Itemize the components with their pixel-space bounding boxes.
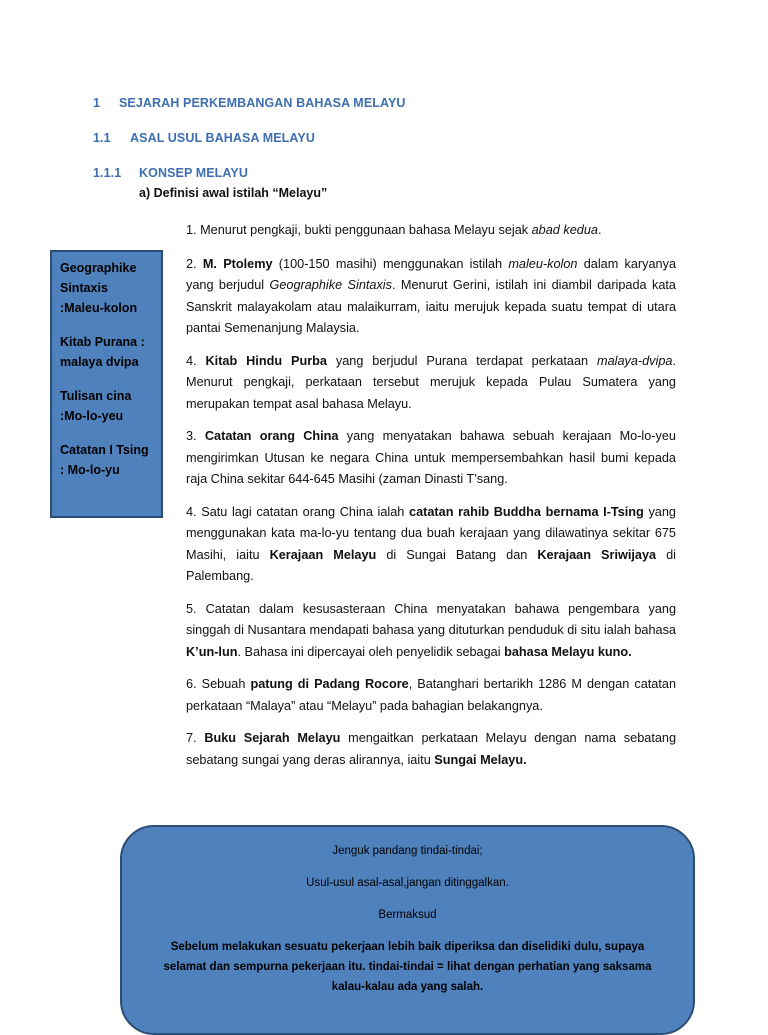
sidebar-item bbox=[60, 332, 153, 372]
text: 4. bbox=[186, 353, 206, 368]
text: 7. bbox=[186, 731, 205, 745]
main-content bbox=[186, 220, 676, 782]
sidebar-callout-box bbox=[50, 250, 163, 518]
paragraph-4 bbox=[186, 426, 676, 491]
text: yang menggunakan kata ma-lo-yu tentang dua buah kerajaan yang dilawatinya sekitar 675 Masihi, iaitu bbox=[186, 504, 676, 562]
section-title: KONSEP MELAYU bbox=[139, 166, 248, 180]
section-heading-1-1-1 bbox=[93, 166, 248, 180]
text: . Bahasa ini dipercayai oleh penyelidik sebagai bbox=[237, 644, 505, 659]
text: di Sungai Batang dan bbox=[376, 547, 538, 562]
section-number: 1.1.1 bbox=[93, 166, 122, 180]
text: 2. bbox=[186, 256, 203, 271]
text: . Menurut Gerini, istilah ini diambil daripada kata Sanskrit malayakolam atau malaikurram, iaitu merujuk kepada suatu tempat di utara pantai Semenanjung Malaysia. bbox=[186, 278, 676, 335]
section-heading-1-1 bbox=[93, 131, 315, 145]
paragraph-2 bbox=[186, 254, 676, 340]
sidebar-item bbox=[60, 440, 153, 480]
section-title: ASAL USUL BAHASA MELAYU bbox=[130, 131, 315, 145]
text: 1. Menurut pengkaji, bukti penggunaan bahasa Melayu sejak bbox=[186, 223, 532, 237]
text: 3. bbox=[186, 429, 205, 443]
bold-text: patung di Padang Rocore bbox=[250, 677, 409, 691]
sidebar-line: : Mo-lo-yu bbox=[60, 463, 120, 477]
paragraph-5 bbox=[186, 502, 676, 588]
sidebar-item bbox=[60, 386, 153, 426]
paragraph-3 bbox=[186, 351, 676, 416]
paragraph-7 bbox=[186, 674, 676, 717]
italic-text: malaya-dvipa bbox=[597, 353, 673, 368]
italic-text: abad kedua bbox=[531, 223, 598, 237]
sidebar-line: Geographike bbox=[60, 261, 137, 275]
text: 4. Satu lagi catatan orang China ialah bbox=[186, 504, 410, 519]
sidebar-line: Sintaxis bbox=[60, 281, 108, 295]
text: dalam karyanya yang berjudul bbox=[186, 256, 677, 292]
text: mengaitkan perkataan Melayu dengan nama sebatang sebatang sungai yang deras alirannya, iaitu bbox=[186, 731, 677, 767]
section-number: 1 bbox=[93, 96, 101, 110]
bold-text: bahasa Melayu kuno. bbox=[504, 644, 632, 659]
paragraph-1 bbox=[186, 220, 676, 242]
proverb-line-1: Jenguk pandang tindai-tindai; bbox=[332, 845, 483, 857]
section-number: 1.1 bbox=[93, 131, 111, 145]
sidebar-line: :Mo-lo-yeu bbox=[60, 409, 124, 423]
proverb-line-2: Usul-usul asal-asal,jangan ditinggalkan. bbox=[306, 877, 509, 889]
paragraph-8 bbox=[186, 728, 676, 771]
text: , Batanghari bertarikh 1286 M dengan catatan perkataan “Malaya” atau “Melayu” pada bahagian belakangnya. bbox=[186, 677, 677, 713]
bold-text: M. Ptolemy bbox=[202, 256, 273, 271]
bold-text: Sungai Melayu. bbox=[434, 752, 527, 767]
text: . Menurut pengkaji, perkataan tersebut merujuk kepada Pulau Sumatera yang merupakan tempat asal bahasa Melayu. bbox=[186, 353, 676, 411]
sidebar-line: :Maleu-kolon bbox=[60, 301, 138, 315]
italic-text: Geographike Sintaxis bbox=[269, 278, 392, 292]
text: (100-150 masihi) menggunakan istilah bbox=[272, 256, 509, 271]
bold-text: Kerajaan Sriwijaya bbox=[537, 547, 657, 562]
text: yang menyatakan bahawa sebuah kerajaan Mo-lo-yeu mengirimkan Utusan ke negara China untuk mempersembahkan hasil bumi kepada raja China sekitar 644-645 Masihi (zaman Dinasti T’sang. bbox=[186, 429, 676, 486]
bold-text: Kerajaan Melayu bbox=[269, 547, 377, 562]
sidebar-line: malaya dvipa bbox=[60, 355, 139, 369]
section-title: SEJARAH PERKEMBANGAN BAHASA MELAYU bbox=[119, 96, 406, 110]
proverb-box bbox=[120, 825, 695, 1035]
sidebar-item bbox=[60, 258, 153, 318]
text: 6. Sebuah bbox=[186, 677, 251, 691]
text: yang berjudul Purana terdapat perkataan bbox=[326, 353, 597, 368]
bold-text: Buku Sejarah Melayu bbox=[204, 731, 341, 745]
paragraph-6 bbox=[186, 599, 676, 664]
sidebar-line: Catatan I Tsing bbox=[60, 443, 149, 457]
section-heading-1 bbox=[93, 96, 406, 110]
bold-text: catatan rahib Buddha bernama I-Tsing bbox=[409, 504, 644, 519]
text: 5. Catatan dalam kesusasteraan China menyatakan bahawa pengembara yang singgah di Nusantara mendapati bahasa yang dituturkan penduduk di situ ialah bahasa bbox=[186, 601, 676, 637]
proverb-meaning-label: Bermaksud bbox=[378, 909, 437, 921]
sidebar-line: Tulisan cina bbox=[60, 389, 132, 403]
italic-text: maleu-kolon bbox=[508, 256, 578, 271]
text: di Palembang. bbox=[186, 547, 677, 583]
subheading: a) Definisi awal istilah “Melayu” bbox=[139, 186, 328, 200]
bold-text: K’un-lun bbox=[186, 644, 238, 659]
sidebar-line: Kitab Purana : bbox=[60, 335, 145, 349]
proverb-explanation: Sebelum melakukan sesuatu pekerjaan lebih baik diperiksa dan diselidiki dulu, supaya selamat dan sempurna pekerjaan itu. tindai-tindai = lihat dengan perhatian yang saksama kalau-kalau ada yang salah. bbox=[163, 941, 652, 993]
text: . bbox=[597, 223, 602, 237]
bold-text: Kitab Hindu Purba bbox=[205, 353, 327, 368]
bold-text: Catatan orang China bbox=[204, 429, 339, 443]
